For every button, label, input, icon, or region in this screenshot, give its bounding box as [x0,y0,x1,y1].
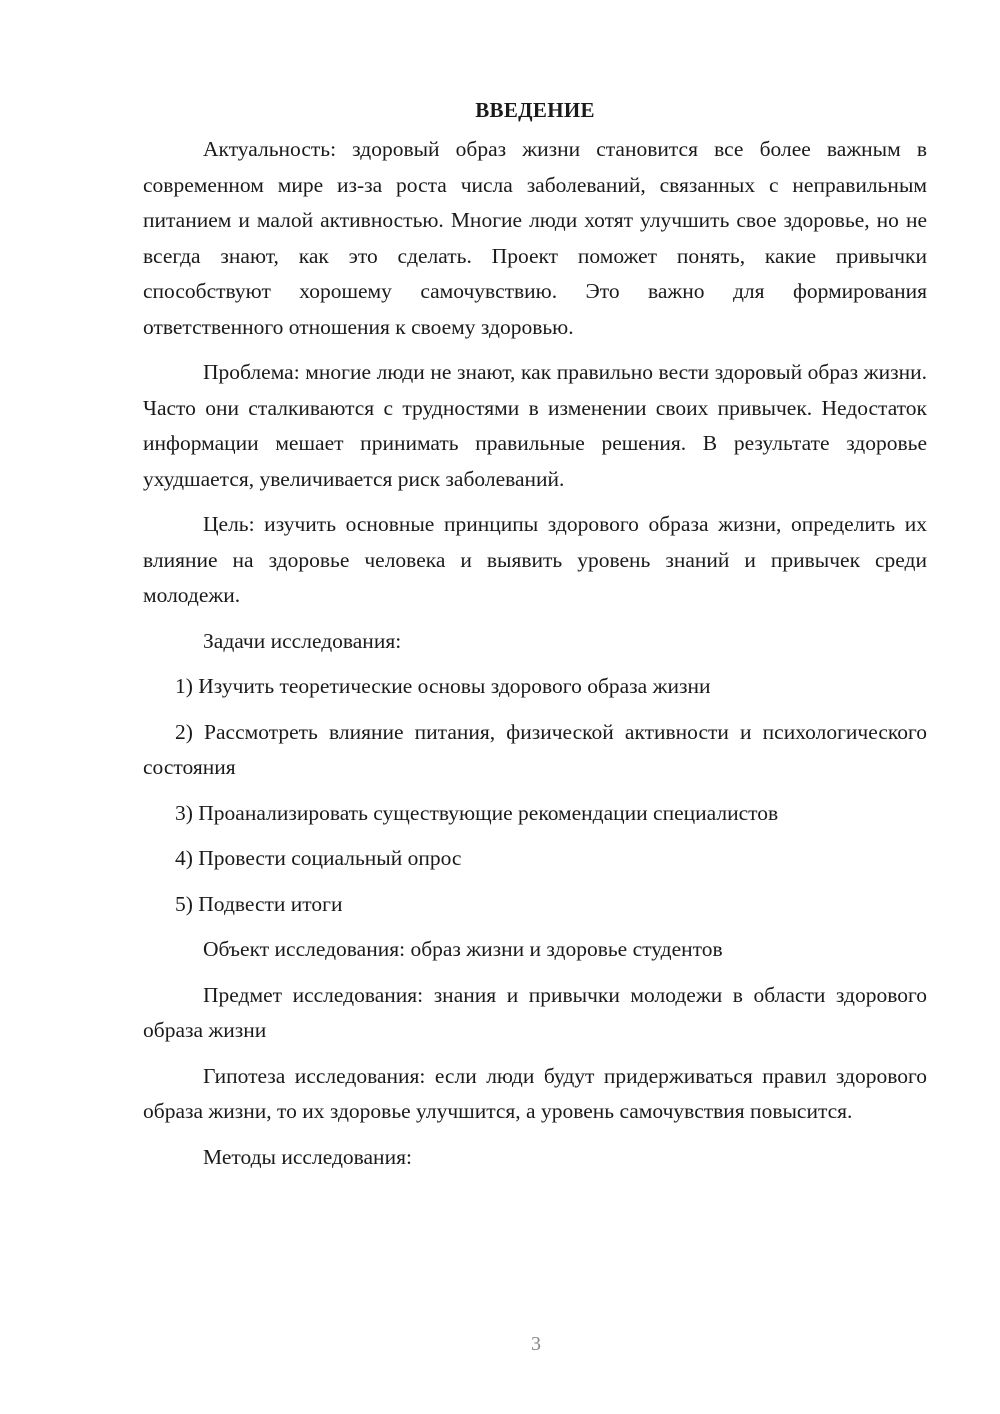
paragraph-subject: Предмет исследования: знания и привычки молодежи в области здорового образа жизни [143,982,927,1042]
paragraph-methods: Методы исследования: [203,1144,412,1169]
page-number: 3 [531,1333,541,1355]
section-title: ВВЕДЕНИЕ [475,98,595,122]
page-content [143,96,927,1185]
task-item-5: 5) Подвести итоги [175,891,343,916]
task-item-2: 2) Рассмотреть влияние питания, физической активности и психологического состояния [143,719,927,779]
paragraph-problem: Проблема: многие люди не знают, как правильно вести здоровый образ жизни. Часто они сталкиваются с трудностями в изменении своих привычек. Недостаток информации мешает принимать правильные решения. В результате здоровье ухудшается, увеличивается риск заболеваний. [143,360,927,491]
task-item-3: 3) Проанализировать существующие рекомендации специалистов [175,800,779,825]
paragraph-tasks-heading: Задачи исследования: [203,628,402,653]
paragraph-goal: Цель: изучить основные принципы здорового образа жизни, определить их влияние на здоровье человека и выявить уровень знаний и привычек среди молодежи. [143,512,927,607]
paragraph-object: Объект исследования: образ жизни и здоровье студентов [203,937,723,961]
paragraph-relevance: Актуальность: здоровый образ жизни становится все более важным в современном мире из-за роста числа заболеваний, связанных с неправильным питанием и малой активностью. Многие люди хотят улучшить свое здоровье, но не всегда знают, как это сделать. Проект поможет понять, какие привычки способствуют хорошему самочувствию. Это важно для формирования ответственного отношения к своему здоровью. [143,137,927,339]
paragraph-hypothesis: Гипотеза исследования: если люди будут придерживаться правил здорового образа жизни, то их здоровье улучшится, а уровень самочувствия повысится. [143,1063,927,1123]
task-item-4: 4) Провести социальный опрос [175,846,462,870]
task-item-1: 1) Изучить теоретические основы здорового образа жизни [175,674,711,698]
